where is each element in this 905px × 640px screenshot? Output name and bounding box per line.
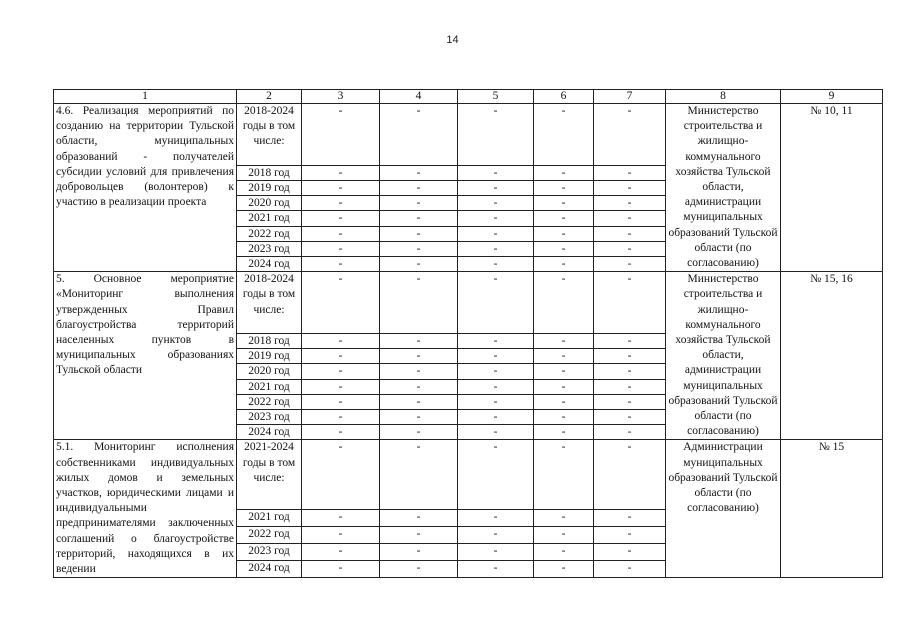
indicators-cell: № 10, 11 (781, 104, 883, 272)
program-table (53, 89, 883, 578)
value-cell: - (594, 425, 666, 440)
value-cell: - (380, 181, 458, 196)
value-cell: - (458, 425, 534, 440)
year-cell: 2023 год (237, 409, 302, 424)
value-cell: - (302, 509, 380, 526)
value-cell: - (594, 409, 666, 424)
value-cell: - (594, 226, 666, 241)
value-cell: - (302, 272, 380, 334)
indicators-cell: № 15, 16 (781, 272, 883, 440)
year-cell: 2023 год (237, 241, 302, 256)
value-cell: - (534, 364, 594, 379)
value-cell: - (534, 379, 594, 394)
value-cell: - (302, 196, 380, 211)
value-cell: - (380, 349, 458, 364)
year-cell: 2020 год (237, 196, 302, 211)
column-header: 5 (458, 90, 534, 104)
value-cell: - (380, 561, 458, 578)
value-cell: - (302, 544, 380, 561)
value-cell: - (534, 196, 594, 211)
value-cell: - (302, 165, 380, 180)
indicators-cell: № 15 (781, 440, 883, 578)
value-cell: - (302, 527, 380, 544)
value-cell: - (594, 394, 666, 409)
year-cell: 2022 год (237, 226, 302, 241)
year-cell: 2022 год (237, 527, 302, 544)
value-cell: - (534, 394, 594, 409)
value-cell: - (458, 334, 534, 349)
value-cell: - (534, 211, 594, 226)
value-cell: - (594, 440, 666, 509)
executor-cell: Министерство строительства и жилищно-коммунального хозяйства Тульской области, администрации муниципальных образований Тульской области (по согласованию) (666, 104, 781, 272)
value-cell: - (534, 349, 594, 364)
value-cell: - (302, 256, 380, 271)
value-cell: - (380, 527, 458, 544)
value-cell: - (302, 364, 380, 379)
value-cell: - (534, 241, 594, 256)
value-cell: - (458, 226, 534, 241)
value-cell: - (380, 409, 458, 424)
column-header: 2 (237, 90, 302, 104)
value-cell: - (458, 394, 534, 409)
executor-cell: Министерство строительства и жилищно-коммунального хозяйства Тульской области, администрации муниципальных образований Тульской области (по согласованию) (666, 272, 781, 440)
table-row (54, 104, 883, 166)
column-header: 8 (666, 90, 781, 104)
value-cell: - (302, 379, 380, 394)
year-cell: 2018 год (237, 334, 302, 349)
value-cell: - (302, 409, 380, 424)
year-cell: 2023 год (237, 544, 302, 561)
value-cell: - (302, 394, 380, 409)
value-cell: - (534, 509, 594, 526)
value-cell: - (594, 561, 666, 578)
value-cell: - (458, 256, 534, 271)
value-cell: - (594, 241, 666, 256)
year-cell: 2024 год (237, 425, 302, 440)
value-cell: - (380, 256, 458, 271)
value-cell: - (594, 196, 666, 211)
value-cell: - (458, 211, 534, 226)
year-cell: 2018 год (237, 165, 302, 180)
table-row (54, 272, 883, 334)
value-cell: - (380, 425, 458, 440)
value-cell: - (380, 394, 458, 409)
value-cell: - (594, 165, 666, 180)
value-cell: - (458, 181, 534, 196)
value-cell: - (594, 349, 666, 364)
year-cell: 2024 год (237, 256, 302, 271)
value-cell: - (458, 544, 534, 561)
year-cell: 2021 год (237, 379, 302, 394)
value-cell: - (534, 272, 594, 334)
value-cell: - (380, 241, 458, 256)
value-cell: - (594, 527, 666, 544)
value-cell: - (458, 440, 534, 509)
value-cell: - (594, 334, 666, 349)
value-cell: - (302, 241, 380, 256)
header-row (54, 90, 883, 104)
value-cell: - (534, 409, 594, 424)
year-cell: 2021 год (237, 211, 302, 226)
value-cell: - (534, 256, 594, 271)
value-cell: - (534, 561, 594, 578)
value-cell: - (594, 256, 666, 271)
value-cell: - (302, 334, 380, 349)
value-cell: - (380, 509, 458, 526)
value-cell: - (534, 440, 594, 509)
value-cell: - (380, 196, 458, 211)
value-cell: - (534, 544, 594, 561)
value-cell: - (380, 379, 458, 394)
value-cell: - (380, 544, 458, 561)
year-cell: 2020 год (237, 364, 302, 379)
column-header: 4 (380, 90, 458, 104)
value-cell: - (302, 211, 380, 226)
value-cell: - (534, 104, 594, 166)
value-cell: - (302, 425, 380, 440)
period-cell: 2021-2024 годы в том числе: (237, 440, 302, 509)
period-cell: 2018-2024 годы в том числе: (237, 104, 302, 166)
executor-cell: Администрации муниципальных образований Тульской области (по согласованию) (666, 440, 781, 578)
value-cell: - (458, 409, 534, 424)
value-cell: - (458, 509, 534, 526)
value-cell: - (380, 104, 458, 166)
value-cell: - (594, 364, 666, 379)
page-number: 14 (446, 34, 459, 46)
value-cell: - (302, 226, 380, 241)
value-cell: - (534, 165, 594, 180)
value-cell: - (458, 349, 534, 364)
value-cell: - (380, 226, 458, 241)
value-cell: - (458, 527, 534, 544)
period-cell: 2018-2024 годы в том числе: (237, 272, 302, 334)
year-cell: 2021 год (237, 509, 302, 526)
value-cell: - (458, 104, 534, 166)
value-cell: - (380, 334, 458, 349)
value-cell: - (458, 364, 534, 379)
value-cell: - (302, 440, 380, 509)
activity-name: 5. Основное мероприятие «Мониторинг выполнения утвержденных Правил благоустройства территорий населенных пунктов в муниципальных образованиях Тульской области (54, 272, 237, 440)
value-cell: - (458, 241, 534, 256)
value-cell: - (458, 379, 534, 394)
value-cell: - (594, 211, 666, 226)
value-cell: - (380, 440, 458, 509)
value-cell: - (594, 544, 666, 561)
value-cell: - (302, 104, 380, 166)
value-cell: - (594, 104, 666, 166)
column-header: 3 (302, 90, 380, 104)
value-cell: - (594, 509, 666, 526)
value-cell: - (594, 379, 666, 394)
value-cell: - (534, 334, 594, 349)
year-cell: 2019 год (237, 181, 302, 196)
value-cell: - (458, 165, 534, 180)
table-row (54, 440, 883, 509)
value-cell: - (594, 181, 666, 196)
column-header: 9 (781, 90, 883, 104)
year-cell: 2019 год (237, 349, 302, 364)
value-cell: - (302, 349, 380, 364)
column-header: 1 (54, 90, 237, 104)
value-cell: - (458, 196, 534, 211)
value-cell: - (302, 561, 380, 578)
value-cell: - (534, 527, 594, 544)
value-cell: - (302, 181, 380, 196)
column-header: 7 (594, 90, 666, 104)
value-cell: - (380, 165, 458, 180)
value-cell: - (380, 364, 458, 379)
value-cell: - (380, 272, 458, 334)
value-cell: - (458, 272, 534, 334)
value-cell: - (534, 425, 594, 440)
activity-name: 5.1. Мониторинг исполнения собственниками индивидуальных жилых домов и земельных участков, юридическими лицами и индивидуальными предпринимателями заключенных соглашений о благоустройстве территорий, находящихся в их ведении (54, 440, 237, 578)
year-cell: 2022 год (237, 394, 302, 409)
column-header: 6 (534, 90, 594, 104)
activity-name: 4.6. Реализация мероприятий по созданию на территории Тульской области, муниципальных образований - получателей субсидии условий для привлечения добровольцев (волонтеров) к участию в реализации проекта (54, 104, 237, 272)
value-cell: - (380, 211, 458, 226)
value-cell: - (458, 561, 534, 578)
year-cell: 2024 год (237, 561, 302, 578)
value-cell: - (594, 272, 666, 334)
value-cell: - (534, 226, 594, 241)
value-cell: - (534, 181, 594, 196)
